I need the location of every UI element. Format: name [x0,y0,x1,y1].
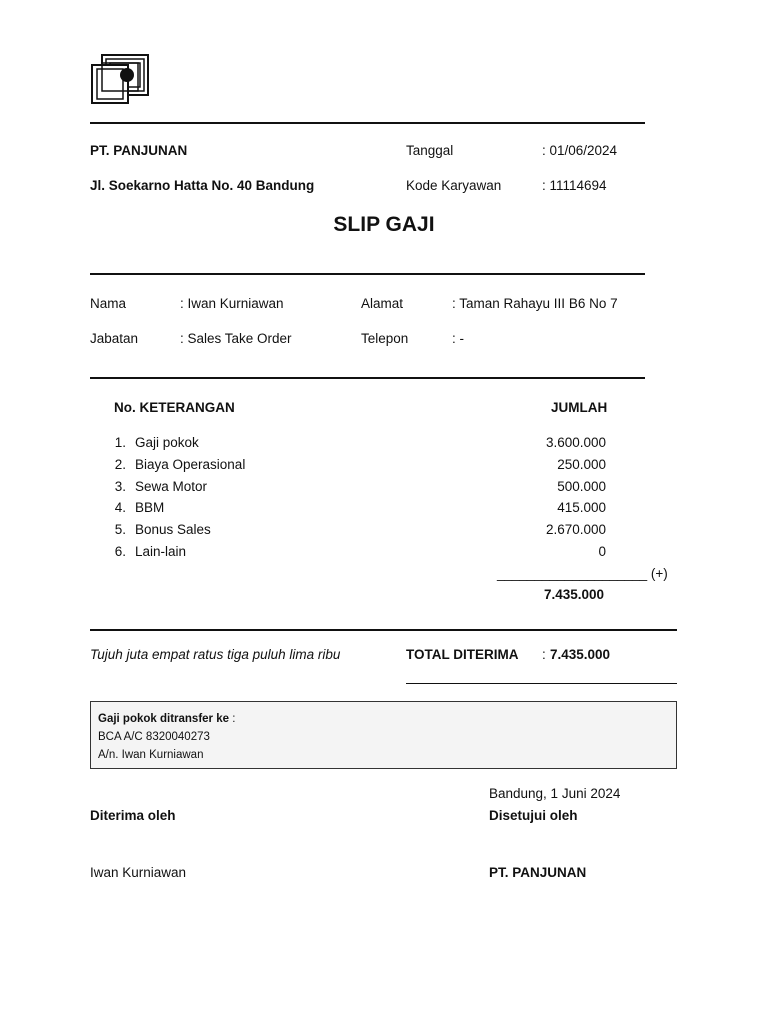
item-amount: 2.670.000 [545,522,606,537]
phone-label: Telepon [361,331,409,346]
item-number: 1. [114,435,126,450]
item-amount: 0 [598,544,606,559]
item-amount: 415.000 [557,500,606,515]
item-description: Bonus Sales [135,522,211,537]
item-amount: 3.600.000 [545,435,606,450]
bank-transfer-box [90,701,677,769]
total-label: TOTAL DITERIMA [406,647,519,662]
employee-code-label: Kode Karyawan [406,178,502,193]
place-date: Bandung, 1 Juni 2024 [489,786,621,801]
item-amount: 250.000 [557,457,606,472]
item-number: 2. [114,457,126,472]
name-value: : Iwan Kurniawan [180,296,284,311]
bank-account-holder: A/n. Iwan Kurniawan [98,749,204,761]
employee-code-value: : 11114694 [542,178,607,193]
position-label: Jabatan [90,331,139,346]
bank-heading: Gaji pokok ditransfer ke [98,713,230,725]
date-label: Tanggal [406,143,454,158]
item-number: 3. [114,479,126,494]
item-amount: 500.000 [557,479,606,494]
address-value: : Taman Rahayu III B6 No 7 [452,296,618,311]
title-divider [90,273,645,275]
item-description: Biaya Operasional [135,457,246,472]
position-value: : Sales Take Order [180,331,292,346]
bank-heading-colon: : [229,713,236,725]
approved-by-label: Disetujui oleh [489,808,578,823]
item-description: Sewa Motor [135,479,208,494]
bank-heading-row [98,710,669,728]
approved-by-name: PT. PANJUNAN [489,865,587,880]
total-in-words: Tujuh juta empat ratus tiga puluh lima ribu [90,647,341,662]
bank-account: BCA A/C 8320040273 [98,731,210,743]
item-description: Lain-lain [135,544,187,559]
header-divider [90,122,645,124]
received-by-name: Iwan Kurniawan [90,865,187,880]
total-divider [90,629,677,631]
table-header-description: No. KETERANGAN [114,400,235,415]
item-number: 4. [114,500,126,515]
table-header-amount: JUMLAH [551,400,608,415]
phone-value: : - [452,331,464,346]
total-colon: : [542,647,546,662]
company-address: Jl. Soekarno Hatta No. 40 Bandung [90,178,315,193]
item-description: BBM [135,500,165,515]
item-description: Gaji pokok [135,435,199,450]
info-divider [90,377,645,379]
date-value: : 01/06/2024 [542,143,618,158]
company-logo-icon [90,53,150,105]
received-by-label: Diterima oleh [90,808,176,823]
item-number: 5. [114,522,126,537]
total-underline [406,683,677,684]
address-label: Alamat [361,296,404,311]
company-name: PT. PANJUNAN [90,143,188,158]
name-label: Nama [90,296,127,311]
sum-line: ____________________ (+) [497,566,668,581]
item-number: 6. [114,544,126,559]
subtotal-amount: 7.435.000 [543,587,604,602]
total-value: 7.435.000 [550,647,611,662]
page-title: SLIP GAJI [333,213,435,236]
